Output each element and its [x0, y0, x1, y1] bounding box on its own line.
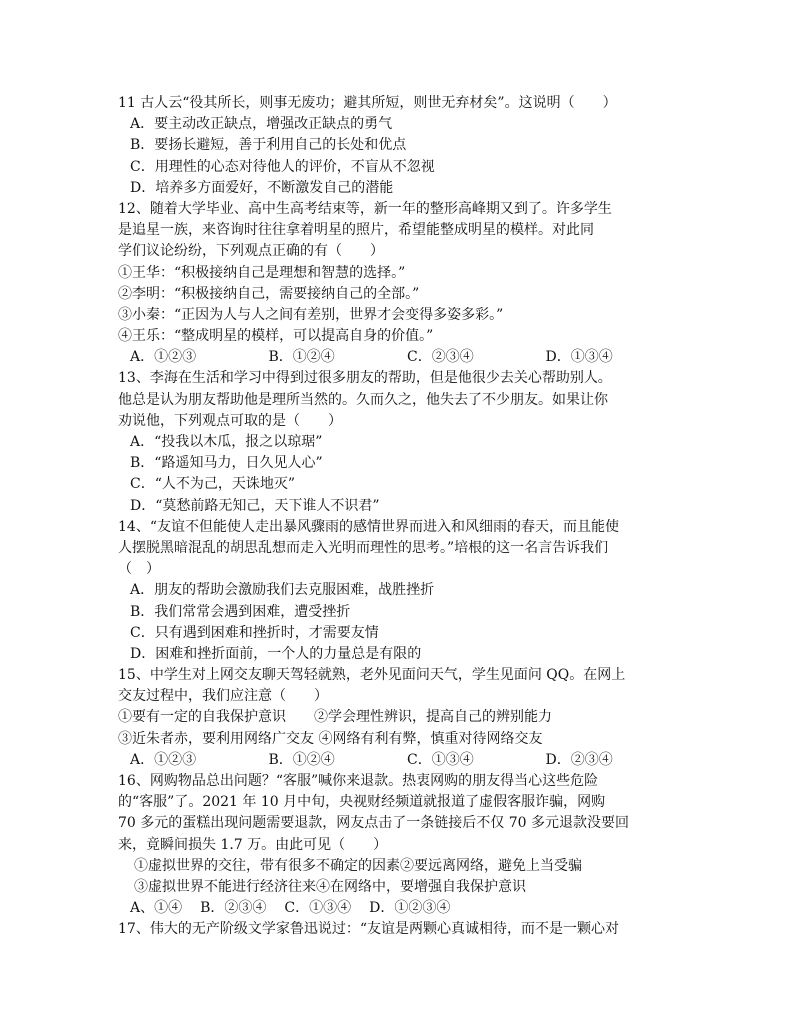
choice-c: C．①③④ [284, 900, 352, 917]
question-13 [118, 368, 684, 516]
option-a: A．“投我以木瓜，报之以琼琚” [130, 434, 323, 450]
question-stem: 的“客服”了。2021 年 10 月中旬，央视财经频道就报道了虚假客服诈骗，网购 [118, 794, 606, 811]
question-14 [118, 517, 684, 665]
question-stem: 学们议论纷纷，下列观点正确的有（ ） [118, 243, 384, 260]
choice-b: B．②③④ [200, 900, 267, 917]
option-b: B．“路遥知马力，日久见人心” [130, 455, 323, 472]
statement: ①虚拟世界的交往，带有很多不确定的因素②要远离网络，避免上当受骗 [134, 857, 582, 874]
option-b: B．我们常常会遇到困难，遭受挫折 [130, 603, 351, 620]
statement: ③虚拟世界不能进行经济往来④在网络中，要增强自我保护意识 [134, 878, 526, 895]
question-stem: 12、随着大学毕业、高中生高考结束等，新一年的整形高峰期又到了。许多学生 [118, 200, 612, 217]
question-stem: 11 古人云“役其所长，则事无废功；避其所短，则世无弃材矣”。这说明（ ） [118, 95, 617, 111]
statement: ③近朱者赤，要利用网络广交友 ④网络有利有弊，慎重对待网络交友 [118, 730, 543, 747]
choice-a: A．①②③ [130, 349, 197, 366]
question-stem: （ ） [118, 561, 160, 578]
option-c: C．只有遇到困难和挫折时，才需要友情 [130, 624, 379, 641]
question-12 [118, 199, 684, 369]
question-stem: 来，竟瞬间损失 1.7 万。由此可见（ ） [118, 836, 388, 853]
option-d: D．“莫愁前路无知己，天下谁人不识君” [130, 497, 380, 514]
choice-b: B．①②④ [268, 349, 335, 366]
option-d: D．培养多方面爱好，不断激发自己的潜能 [130, 179, 394, 196]
statement: ②李明：“积极接纳自己，需要接纳自己的全部。” [118, 285, 420, 302]
choice-d: D．②③④ [545, 751, 613, 768]
question-stem: 人摆脱黑暗混乱的胡思乱想而走入光明而理性的思考。”培根的这一名言告诉我们 [118, 539, 609, 556]
question-stem: 劝说他，下列观点可取的是（ ） [118, 412, 342, 429]
statement: ③小秦：“正因为人与人之间有差别，世界才会变得多姿多彩。” [118, 306, 504, 323]
choice-c: C．②③④ [407, 349, 474, 366]
document-page [118, 93, 684, 941]
question-17 [118, 919, 684, 940]
option-a: A．朋友的帮助会激励我们去克服困难，战胜挫折 [130, 582, 435, 599]
question-stem: 他总是认为朋友帮助他是理所当然的。久而久之，他失去了不少朋友。如果让你 [118, 391, 608, 408]
choice-c: C．①③④ [407, 751, 474, 768]
question-11 [118, 93, 684, 199]
question-stem: 14、“友谊不但能使人走出暴风骤雨的感情世界而进入和风细雨的春天，而且能使 [118, 518, 619, 535]
choice-row [118, 347, 684, 368]
choice-d: D．①③④ [545, 349, 613, 366]
choice-row [118, 750, 684, 771]
question-stem: 交友过程中，我们应注意（ ） [118, 688, 328, 705]
statement: ①要有一定的自我保护意识 ②学会理性辨识，提高自己的辨别能力 [118, 709, 552, 726]
option-b: B．要扬长避短，善于利用自己的长处和优点 [130, 137, 407, 154]
option-a: A．要主动改正缺点，增强改正缺点的勇气 [130, 116, 393, 133]
choice-a: A．①②③ [130, 751, 197, 768]
choice-row [118, 898, 684, 919]
option-c: C．用理性的心态对待他人的评价，不盲从不忽视 [130, 158, 435, 175]
choice-d: D．①②③④ [369, 900, 451, 917]
statement: ①王华：“积极接纳自己是理想和智慧的选择。” [118, 264, 406, 281]
question-stem: 是追星一族，来咨询时往往拿着明星的照片，希望能整成明星的模样。对此同 [118, 222, 594, 239]
statement: ④王乐：“整成明星的模样，可以提高自身的价值。” [118, 328, 434, 345]
question-stem: 16、网购物品总出问题？“客服”喊你来退款。热衷网购的朋友得当心这些危险 [118, 773, 599, 789]
option-d: D．困难和挫折面前，一个人的力量总是有限的 [130, 645, 422, 662]
question-stem: 15、中学生对上网交友聊天驾轻就熟，老外见面问天气，学生见面问 QQ。在网上 [118, 667, 626, 684]
choice-b: B．①②④ [268, 751, 335, 768]
question-stem: 17、伟大的无产阶级文学家鲁迅说过：“友谊是两颗心真诚相待，而不是一颗心对 [118, 921, 619, 938]
question-16 [118, 771, 684, 919]
question-15 [118, 665, 684, 771]
question-stem: 13、李海在生活和学习中得到过很多朋友的帮助，但是他很少去关心帮助别人。 [118, 370, 612, 387]
question-stem: 70 多元的蛋糕出现问题需要退款，网友点击了一条链接后不仅 70 多元退款没要回 [118, 815, 629, 832]
option-c: C．“人不为己，天诛地灭” [130, 476, 296, 493]
choice-a: A、①④ [130, 900, 183, 917]
